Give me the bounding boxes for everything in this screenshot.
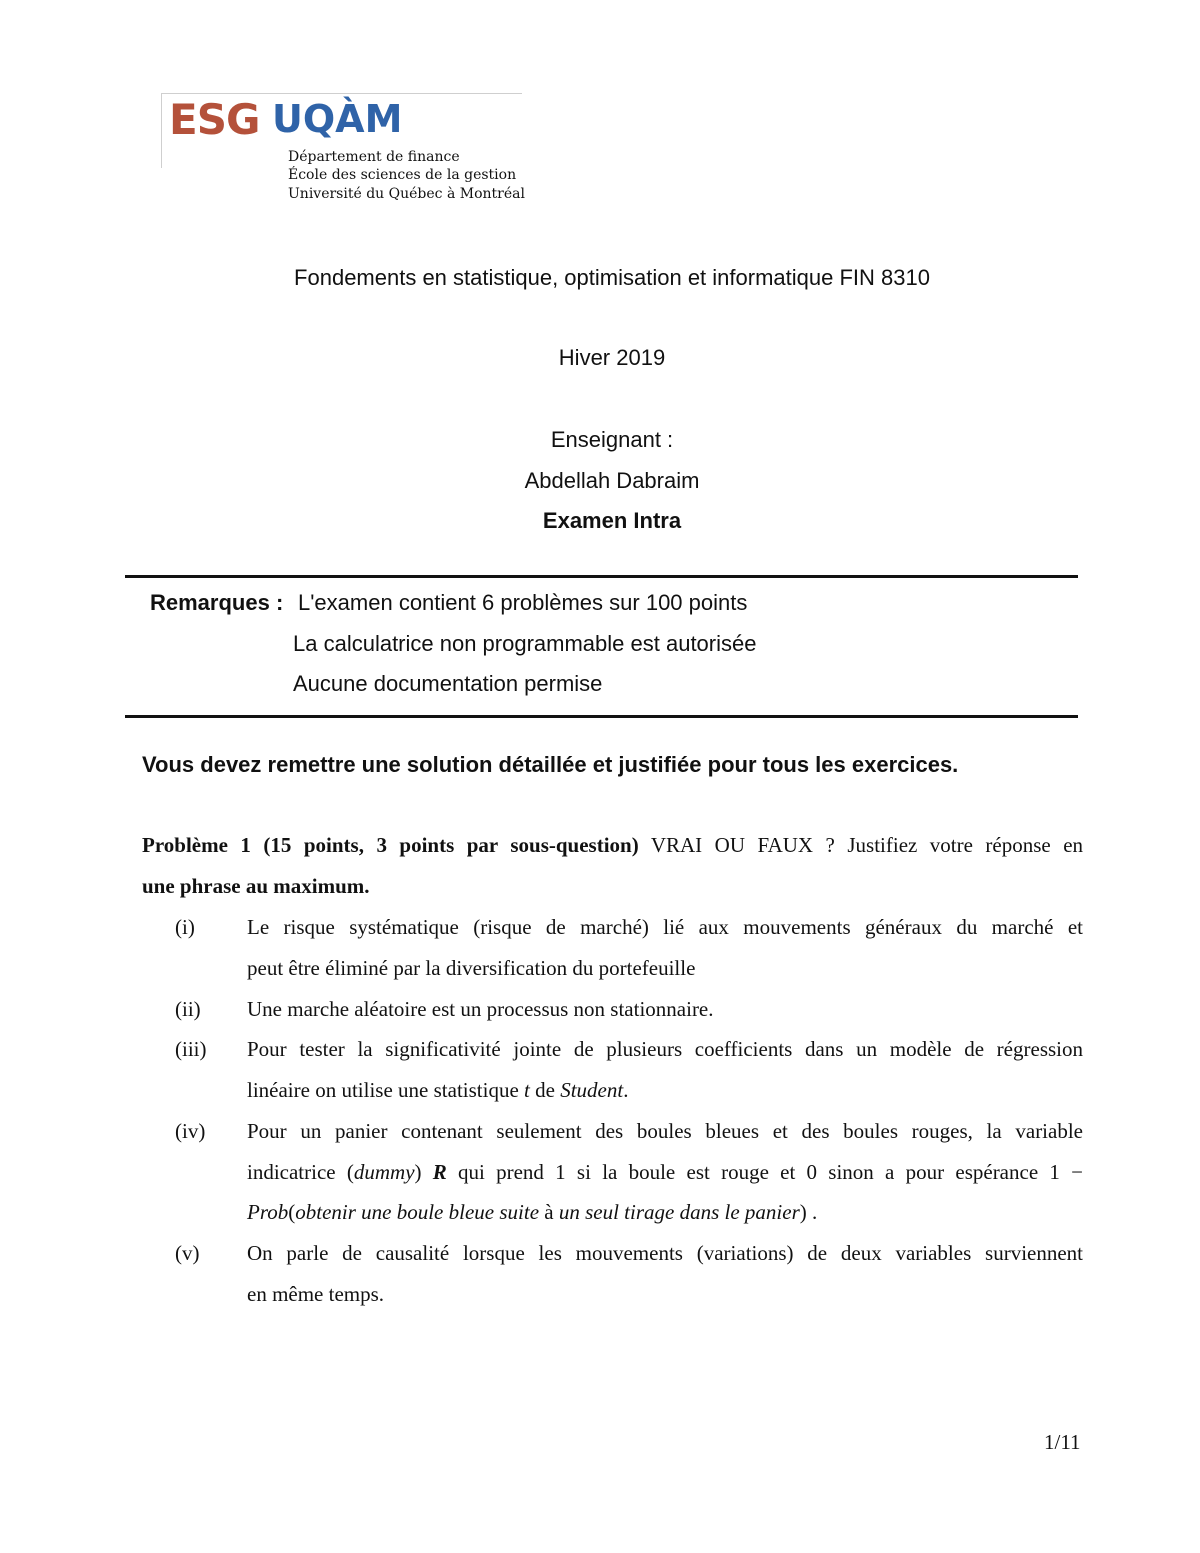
page-number: 1/11 [1044,1430,1081,1454]
math-var: t [524,1078,530,1102]
problem1-points: (15 points, 3 points par sous-question) [263,833,639,857]
dept-line-1: Département de finance [288,149,460,165]
item-number: (ii) [175,997,201,1021]
text-run: ( [288,1200,296,1224]
teacher-name: Abdellah Dabraim [524,468,700,493]
item-number: (v) [175,1241,200,1265]
text-run: ) . [799,1200,818,1224]
text-run: . [623,1078,629,1102]
instruction: Vous devez remettre une solution détaillée et justifiée pour tous les exercices. [142,752,959,777]
item-iii-line-1: Pour tester la significativité jointe de plusieurs coefficients dans un modèle de régression [247,1037,1083,1061]
item-ii-line-1: Une marche aléatoire est un processus non stationnaire. [247,997,714,1021]
remark-line-3: Aucune documentation permise [293,671,603,696]
math-prob: Prob [247,1200,289,1224]
student-word: Student [560,1078,624,1102]
problem1-header [142,833,1083,858]
item-i-line-2: peut être éliminé par la diversification du portefeuille [247,956,696,980]
item-number: (i) [175,915,195,939]
text-run: à [544,1200,554,1224]
item-i-line-1: Le risque systématique (risque de marché) lié aux mouvements généraux du marché et [247,915,1083,939]
dept-line-2: École des sciences de la gestion [288,167,517,183]
remark-line-2: La calculatrice non programmable est autorisée [293,631,757,656]
item-iii-line-2 [247,1078,628,1103]
text-run: de [529,1078,561,1102]
text-run: indicatrice ( [247,1160,354,1184]
problem1-title: Problème 1 [142,833,251,857]
text-run: qui prend 1 si la boule est rouge et 0 sinon a pour espérance 1 − [446,1160,1083,1184]
item-v-line-1: On parle de causalité lorsque les mouvements (variations) de deux variables surviennent [247,1241,1083,1265]
course-title: Fondements en statistique, optimisation et informatique FIN 8310 [294,265,930,290]
problem1-prompt: VRAI OU FAUX ? Justifiez votre réponse en [650,833,1084,857]
remarks-label: Remarques : [150,590,284,615]
item-iv-line-2 [247,1152,1083,1193]
item-number: (iv) [175,1119,206,1143]
dummy-word: dummy [353,1160,415,1184]
math-text: un seul tirage dans le panier [553,1200,800,1224]
top-rule [125,575,1078,578]
logo-uqam: UQÀM [272,97,403,141]
logo-esg: ESG [169,95,260,144]
problem1-prompt-2: une phrase au maximum. [142,874,370,898]
math-var-r: R [432,1160,447,1184]
text-run: linéaire on utilise une statistique [247,1078,525,1102]
text-run: ) [414,1160,433,1184]
course-term: Hiver 2019 [558,345,666,370]
item-iv-line-1: Pour un panier contenant seulement des boules bleues et des boules rouges, la variable [247,1119,1083,1143]
teacher-label: Enseignant : [550,427,674,452]
math-text: obtenir une boule bleue suite [295,1200,545,1224]
item-iv-line-3 [247,1200,817,1225]
bottom-rule [125,715,1078,718]
remark-line-1: L'examen contient 6 problèmes sur 100 points [298,590,748,615]
exam-title: Examen Intra [542,508,682,533]
item-v-line-2: en même temps. [247,1282,385,1306]
item-number: (iii) [175,1037,207,1061]
dept-line-3: Université du Québec à Montréal [288,186,525,202]
